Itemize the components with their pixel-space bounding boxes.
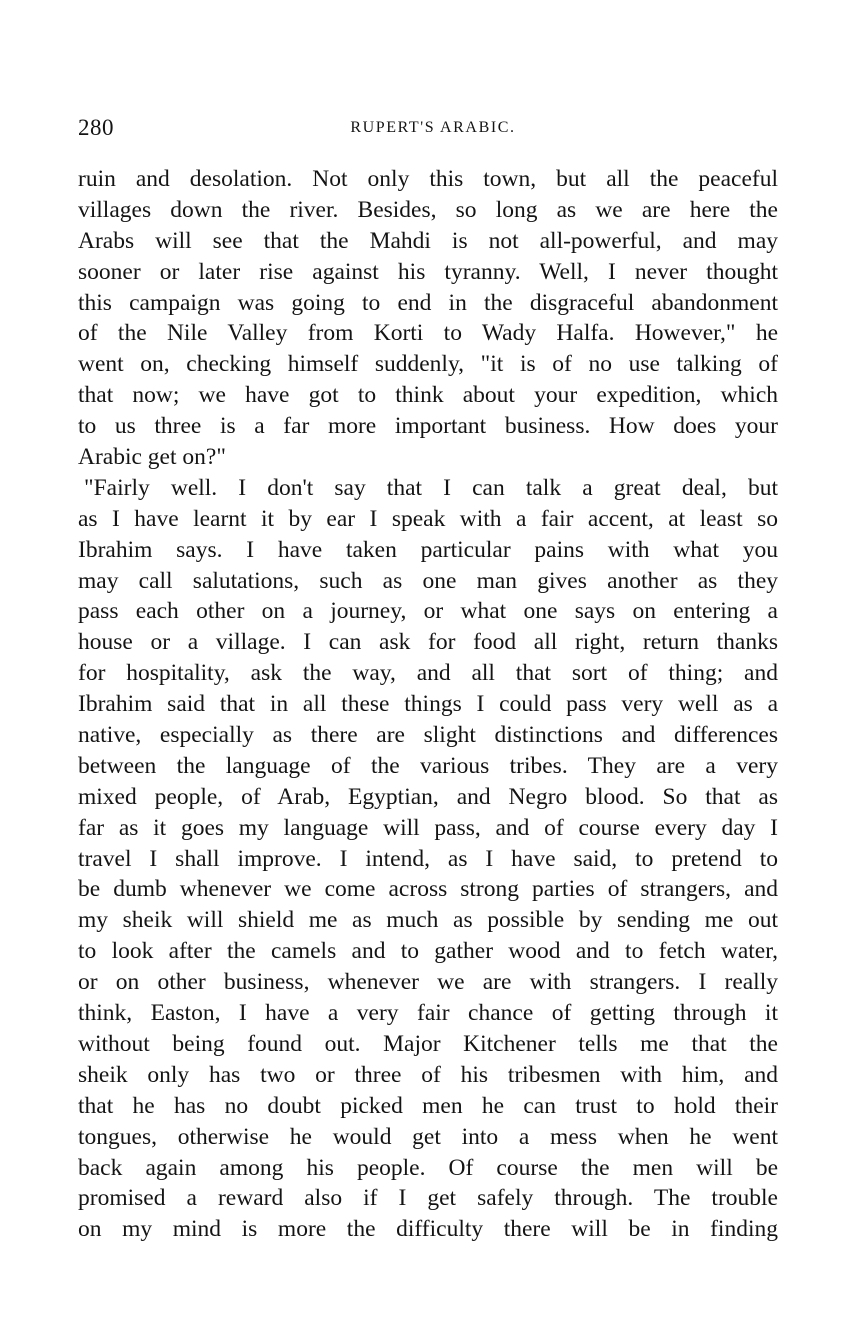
text-line: pass each other on a journey, or what one says on entering a [78,598,778,625]
text-line: of the Nile Valley from Korti to Wady Halfa. However," he [78,320,778,347]
text-line: "Fairly well. I don't say that I can talk a great deal, but [84,474,778,501]
text-line: this campaign was going to end in the disgraceful abandonment [78,289,778,316]
text-line: house or a village. I can ask for food all right, return thanks [78,629,778,656]
text-line: my sheik will shield me as much as possible by sending me out [78,907,778,934]
text-line: sheik only has two or three of his tribesmen with him, and [78,1061,778,1088]
text-line: Ibrahim says. I have taken particular pains with what you [78,536,778,563]
page-header [78,115,778,145]
text-line: to us three is a far more important business. How does your [78,413,778,440]
text-line: tongues, otherwise he would get into a mess when he went [78,1123,778,1150]
text-line: went on, checking himself suddenly, "it is of no use talking of [78,351,778,378]
text-line: travel I shall improve. I intend, as I have said, to pretend to [78,845,778,872]
text-line: be dumb whenever we come across strong parties of strangers, and [78,876,778,903]
text-line: to look after the camels and to gather wood and to fetch water, [78,938,778,965]
text-line: for hospitality, ask the way, and all that sort of thing; and [78,660,778,687]
text-line: sooner or later rise against his tyranny. Well, I never thought [78,258,778,285]
body-text [78,164,778,1245]
text-line: back again among his people. Of course the men will be [78,1154,778,1181]
text-line: as I have learnt it by ear I speak with a fair accent, at least so [78,505,778,532]
text-line: Arabic get on?" [78,444,226,471]
text-line: without being found out. Major Kitchener tells me that the [78,1030,778,1057]
text-line: promised a reward also if I get safely through. The trouble [78,1185,778,1212]
text-line: may call salutations, such as one man gives another as they [78,567,778,594]
text-line: that now; we have got to think about your expedition, which [78,382,778,409]
running-head: RUPERT'S ARABIC. [350,119,516,136]
text-line: villages down the river. Besides, so long as we are here the [78,196,778,223]
text-line: ruin and desolation. Not only this town, but all the peaceful [78,166,778,192]
text-line: Arabs will see that the Mahdi is not all-powerful, and may [78,227,778,254]
text-line: think, Easton, I have a very fair chance of getting through it [78,1000,778,1027]
text-line: or on other business, whenever we are with strangers. I really [78,969,778,996]
page-number: 280 [78,115,114,140]
text-line: Ibrahim said that in all these things I could pass very well as a [78,691,778,718]
text-line: far as it goes my language will pass, and of course every day I [78,814,778,841]
text-line: that he has no doubt picked men he can trust to hold their [78,1092,778,1119]
text-line: between the language of the various tribes. They are a very [78,752,778,779]
text-line: mixed people, of Arab, Egyptian, and Negro blood. So that as [78,783,778,810]
text-line: on my mind is more the difficulty there will be in finding [78,1216,778,1243]
text-line: native, especially as there are slight distinctions and differences [78,722,778,749]
